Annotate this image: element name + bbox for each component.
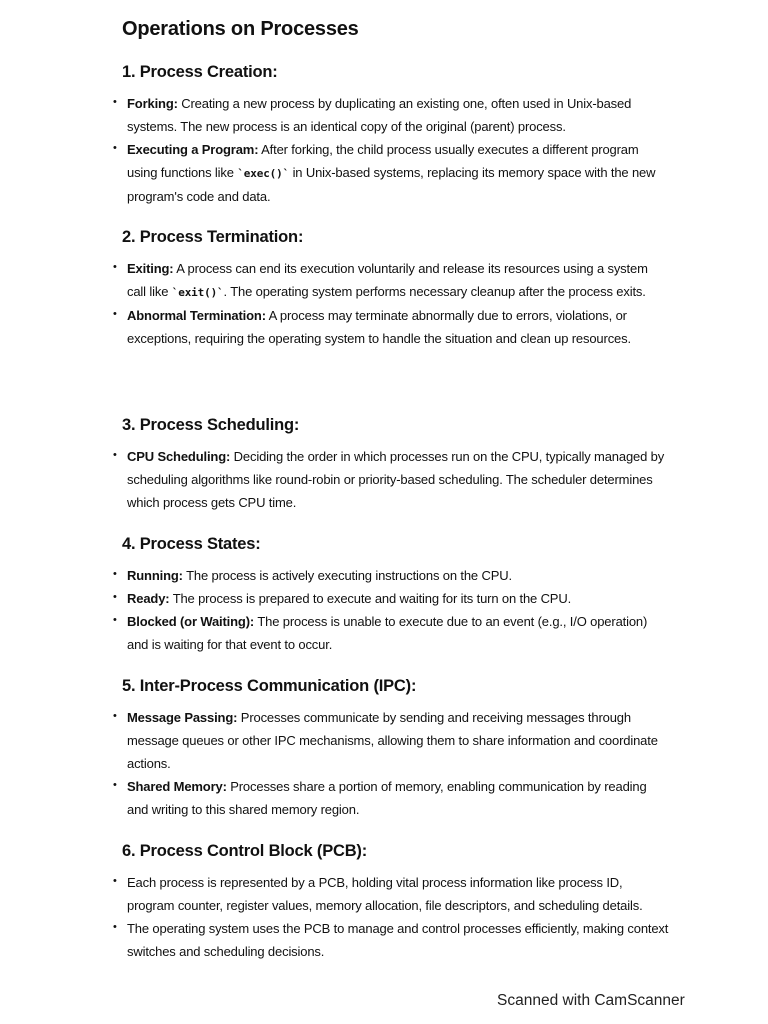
bullet-text: The process is prepared to execute and waiting for its turn on the CPU. — [172, 591, 572, 606]
bullet-label: Running: — [127, 568, 183, 583]
bullet-list — [110, 564, 670, 656]
list-item — [110, 871, 670, 917]
list-item — [110, 445, 670, 514]
section-heading: 4. Process States: — [122, 535, 261, 553]
bullet-icon: • — [113, 614, 117, 626]
bullet-icon: • — [113, 96, 117, 108]
list-item — [110, 917, 670, 963]
page-title: Operations on Processes — [122, 18, 359, 40]
bullet-text: A process may terminate abnormally due to errors, violations, or exceptions, requiring the operating system to handle the situation and clean up resources. — [127, 308, 631, 346]
list-item — [110, 587, 670, 610]
bullet-icon: • — [113, 591, 117, 603]
bullet-text: After forking, the child process usually executes a different program using functions like — [127, 142, 639, 180]
section-heading: 1. Process Creation: — [122, 63, 278, 81]
list-item — [110, 610, 670, 656]
list-item — [110, 138, 670, 208]
bullet-text: Deciding the order in which processes run on the CPU, typically managed by scheduling algorithms like round-robin or priority-based scheduling. The scheduler determines which process gets CPU time. — [127, 449, 665, 510]
bullet-icon: • — [113, 142, 117, 154]
section-process-termination — [110, 225, 670, 350]
inline-code: `exit()` — [171, 286, 224, 299]
list-item — [110, 706, 670, 775]
bullet-icon: • — [113, 568, 117, 580]
list-item — [110, 92, 670, 138]
list-item — [110, 775, 670, 821]
bullet-icon: • — [113, 449, 117, 461]
section-heading: 3. Process Scheduling: — [122, 416, 300, 434]
bullet-icon: • — [113, 875, 117, 887]
bullet-label: Forking: — [127, 96, 178, 111]
bullet-text: in Unix-based systems, replacing its memory space with the new program's code and data. — [127, 165, 656, 204]
bullet-list — [110, 445, 670, 514]
list-item — [110, 257, 670, 304]
bullet-text: The process is unable to execute due to an event (e.g., I/O operation) and is waiting for that event to occur. — [127, 614, 648, 652]
list-item — [110, 564, 670, 587]
bullet-icon: • — [113, 779, 117, 791]
bullet-label: Exiting: — [127, 261, 174, 276]
bullet-icon: • — [113, 921, 117, 933]
bullet-text: The operating system uses the PCB to manage and control processes efficiently, making context switches and scheduling decisions. — [127, 921, 669, 959]
scanner-watermark: Scanned with CamScanner — [497, 992, 685, 1009]
bullet-list — [110, 706, 670, 821]
bullet-icon: • — [113, 261, 117, 273]
section-process-scheduling — [110, 413, 670, 514]
bullet-label: Ready: — [127, 591, 170, 606]
section-heading: 6. Process Control Block (PCB): — [122, 842, 368, 860]
bullet-label: Abnormal Termination: — [127, 308, 266, 323]
bullet-list — [110, 92, 670, 208]
bullet-text: A process can end its execution voluntarily and release its resources using a system call like — [127, 261, 648, 299]
section-ipc — [110, 674, 670, 821]
section-process-creation — [110, 60, 670, 208]
bullet-text: . The operating system performs necessary cleanup after the process exits. — [223, 284, 646, 299]
bullet-list — [110, 871, 670, 963]
bullet-text: Creating a new process by duplicating an existing one, often used in Unix-based systems. The new process is an identical copy of the original (parent) process. — [127, 96, 632, 134]
bullet-text: Each process is represented by a PCB, holding vital process information like process ID, program counter, register values, memory allocation, file descriptors, and scheduling details. — [127, 875, 643, 913]
bullet-list — [110, 257, 670, 350]
section-pcb — [110, 839, 670, 963]
bullet-label: CPU Scheduling: — [127, 449, 231, 464]
section-heading: 2. Process Termination: — [122, 228, 304, 246]
list-item — [110, 304, 670, 350]
bullet-text: The process is actively executing instructions on the CPU. — [186, 568, 512, 583]
section-process-states — [110, 532, 670, 656]
inline-code: `exec()` — [237, 167, 290, 180]
bullet-label: Blocked (or Waiting): — [127, 614, 255, 629]
bullet-icon: • — [113, 308, 117, 320]
bullet-label: Shared Memory: — [127, 779, 227, 794]
bullet-text: Processes communicate by sending and receiving messages through message queues or other IPC mechanisms, allowing them to share information and coordinate actions. — [127, 710, 658, 771]
bullet-label: Executing a Program: — [127, 142, 259, 157]
bullet-text: Processes share a portion of memory, enabling communication by reading and writing to this shared memory region. — [127, 779, 647, 817]
section-heading: 5. Inter-Process Communication (IPC): — [122, 677, 417, 695]
bullet-label: Message Passing: — [127, 710, 238, 725]
bullet-icon: • — [113, 710, 117, 722]
